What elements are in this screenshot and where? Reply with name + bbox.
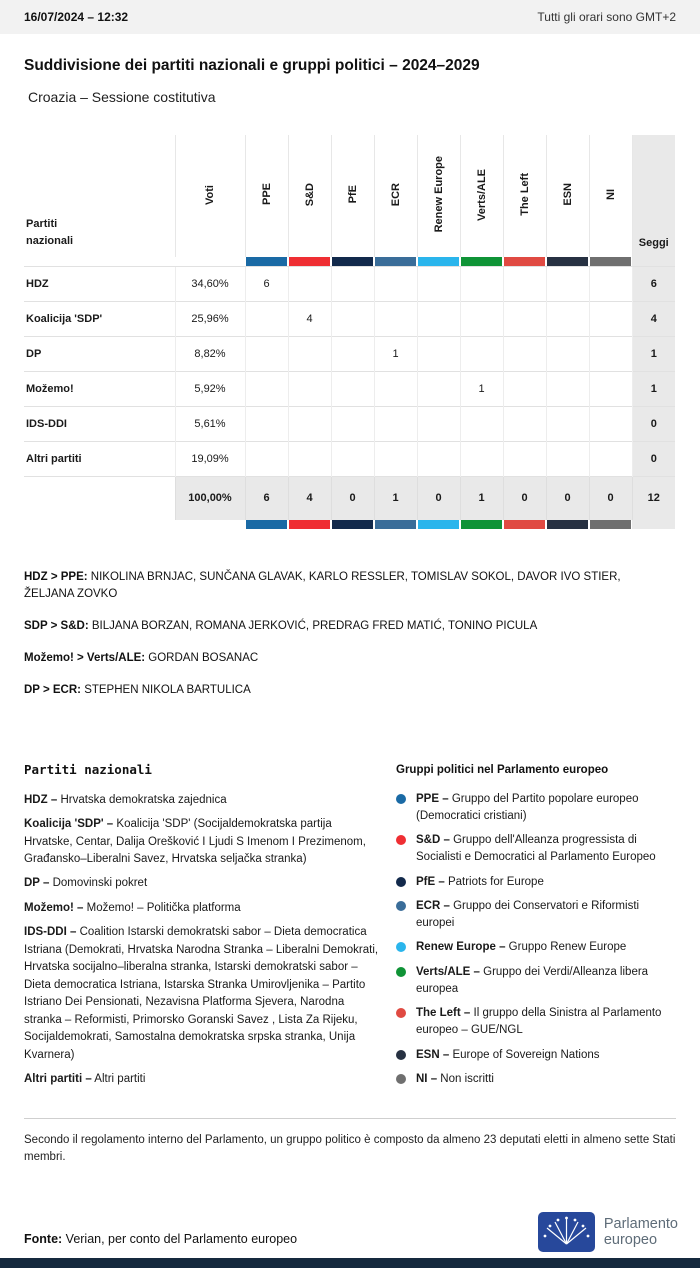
seats-ni bbox=[589, 372, 632, 407]
group-definition: PPE – Gruppo del Partito popolare europeo (Democratici cristiani) bbox=[396, 791, 676, 826]
mep-list-entry bbox=[24, 618, 669, 636]
seggi-value: 0 bbox=[632, 407, 675, 442]
party-definition: Koalicija 'SDP' – Koalicija 'SDP' (Socijaldemokratska partija Hrvatske, Centar, Dalija Orešković I Ljudi S Imenom I Prezimenom, Građansko–Liberalni Savez, Hrvatska seljačka stranka) bbox=[24, 818, 366, 865]
mep-list-label: Možemo! > Verts/ALE: bbox=[24, 651, 146, 664]
party-name: HDZ bbox=[24, 267, 175, 302]
timezone-note: Tutti gli orari sono GMT+2 bbox=[537, 10, 676, 24]
verts-color-bar bbox=[461, 520, 502, 529]
seats-ppe bbox=[245, 407, 288, 442]
verts-color-dot bbox=[396, 967, 406, 977]
renew-color-dot bbox=[396, 942, 406, 952]
political-groups-legend bbox=[396, 762, 676, 1096]
mep-list-label: HDZ > PPE: bbox=[24, 570, 88, 583]
seats-sd bbox=[288, 407, 331, 442]
votes-value: 25,96% bbox=[175, 302, 245, 337]
seats-pfe bbox=[331, 267, 374, 302]
column-header-party: Partiti nazionali bbox=[26, 218, 74, 247]
seats-ecr bbox=[374, 372, 417, 407]
source-line bbox=[24, 1232, 297, 1252]
table-row-altri bbox=[24, 442, 675, 477]
footer bbox=[24, 1212, 678, 1252]
sd-color-dot bbox=[396, 835, 406, 845]
total-seats-ecr: 1 bbox=[374, 477, 417, 520]
seats-left bbox=[503, 302, 546, 337]
party-definition: Altri partiti – Altri partiti bbox=[24, 1073, 146, 1086]
source-label: Fonte: bbox=[24, 1232, 63, 1246]
ecr-color-bar bbox=[375, 520, 416, 529]
party-name: DP bbox=[24, 337, 175, 372]
total-seats-sd: 4 bbox=[288, 477, 331, 520]
table-row-dp bbox=[24, 337, 675, 372]
seats-pfe bbox=[331, 337, 374, 372]
legend-section bbox=[24, 762, 676, 1096]
seats-esn bbox=[546, 302, 589, 337]
seats-ni bbox=[589, 337, 632, 372]
party-name: IDS-DDI bbox=[24, 407, 175, 442]
seats-verts bbox=[460, 267, 503, 302]
seats-ppe bbox=[245, 302, 288, 337]
group-definition: Verts/ALE – Gruppo dei Verdi/Alleanza libera europea bbox=[396, 964, 676, 999]
seats-ni bbox=[589, 442, 632, 477]
seggi-value: 1 bbox=[632, 337, 675, 372]
ni-color-dot bbox=[396, 1074, 406, 1084]
seats-ecr bbox=[374, 407, 417, 442]
left-color-dot bbox=[396, 1008, 406, 1018]
pfe-color-bar bbox=[332, 520, 373, 529]
party-definition: Možemo! – Možemo! – Politička platforma bbox=[24, 901, 241, 914]
total-seats-left: 0 bbox=[503, 477, 546, 520]
column-header-voti: Voti bbox=[175, 135, 245, 257]
seats-renew bbox=[417, 302, 460, 337]
column-header-renew: Renew Europe bbox=[417, 135, 460, 257]
esn-color-bar bbox=[547, 520, 588, 529]
seats-ppe bbox=[245, 372, 288, 407]
mep-lists bbox=[24, 569, 676, 700]
source-text: Verian, per conto del Parlamento europeo bbox=[65, 1232, 298, 1246]
mep-list-names: NIKOLINA BRNJAC, SUNČANA GLAVAK, KARLO RESSLER, TOMISLAV SOKOL, DAVOR IVO STIER, ŽELJANA ZOVKO bbox=[24, 570, 621, 601]
total-row bbox=[24, 477, 675, 520]
seats-ppe bbox=[245, 337, 288, 372]
results-table bbox=[24, 135, 675, 529]
pfe-color-bar bbox=[332, 257, 373, 266]
results-table-wrap bbox=[24, 135, 676, 529]
ni-color-bar bbox=[590, 257, 631, 266]
verts-color-bar bbox=[461, 257, 502, 266]
seats-ppe: 6 bbox=[245, 267, 288, 302]
seats-verts bbox=[460, 407, 503, 442]
seats-sd bbox=[288, 337, 331, 372]
datetime-label: 16/07/2024 – 12:32 bbox=[24, 10, 129, 24]
seats-pfe bbox=[331, 302, 374, 337]
national-parties-legend bbox=[24, 762, 382, 1096]
votes-value: 19,09% bbox=[175, 442, 245, 477]
mep-list-entry bbox=[24, 682, 669, 700]
party-name: Možemo! bbox=[24, 372, 175, 407]
column-header-esn: ESN bbox=[546, 135, 589, 257]
ep-logo-icon bbox=[538, 1212, 595, 1252]
group-color-bars-bottom bbox=[24, 520, 675, 529]
group-definition: PfE – Patriots for Europe bbox=[396, 874, 676, 891]
esn-color-dot bbox=[396, 1050, 406, 1060]
total-seats-ni: 0 bbox=[589, 477, 632, 520]
top-bar bbox=[0, 0, 700, 34]
column-header-verts: Verts/ALE bbox=[460, 135, 503, 257]
mep-list-names: BILJANA BORZAN, ROMANA JERKOVIĆ, PREDRAG FRED MATIĆ, TONINO PICULA bbox=[91, 620, 538, 633]
seats-ecr bbox=[374, 302, 417, 337]
group-definition: ECR – Gruppo dei Conservatori e Riformisti europei bbox=[396, 898, 676, 933]
party-name: Altri partiti bbox=[24, 442, 175, 477]
seats-verts bbox=[460, 442, 503, 477]
group-color-bars-top bbox=[24, 257, 675, 267]
seats-left bbox=[503, 372, 546, 407]
page-subtitle: Croazia – Sessione costitutiva bbox=[28, 89, 216, 105]
sd-color-bar bbox=[289, 257, 330, 266]
column-header-ppe: PPE bbox=[245, 135, 288, 257]
total-seats-renew: 0 bbox=[417, 477, 460, 520]
ecr-color-bar bbox=[375, 257, 416, 266]
seats-pfe bbox=[331, 442, 374, 477]
mep-list-entry bbox=[24, 569, 669, 605]
seats-esn bbox=[546, 442, 589, 477]
seats-esn bbox=[546, 407, 589, 442]
seats-pfe bbox=[331, 372, 374, 407]
ni-color-bar bbox=[590, 520, 631, 529]
seggi-value: 0 bbox=[632, 442, 675, 477]
group-definition: NI – Non iscritti bbox=[396, 1071, 676, 1088]
seats-sd: 4 bbox=[288, 302, 331, 337]
column-header-sd: S&D bbox=[288, 135, 331, 257]
seats-renew bbox=[417, 267, 460, 302]
mep-list-names: GORDAN BOSANAC bbox=[148, 651, 259, 664]
mep-list-label: SDP > S&D: bbox=[24, 620, 89, 633]
esn-color-bar bbox=[547, 257, 588, 266]
seats-verts: 1 bbox=[460, 372, 503, 407]
total-seats-pfe: 0 bbox=[331, 477, 374, 520]
ecr-color-dot bbox=[396, 901, 406, 911]
table-row-idsddi bbox=[24, 407, 675, 442]
seggi-value: 1 bbox=[632, 372, 675, 407]
seats-left bbox=[503, 267, 546, 302]
seats-verts bbox=[460, 302, 503, 337]
bottom-accent-bar bbox=[0, 1258, 700, 1268]
sd-color-bar bbox=[289, 520, 330, 529]
groups-legend-heading: Gruppi politici nel Parlamento europeo bbox=[396, 763, 609, 776]
votes-value: 8,82% bbox=[175, 337, 245, 372]
group-definition: The Left – Il gruppo della Sinistra al Parlamento europeo – GUE/NGL bbox=[396, 1005, 676, 1040]
votes-value: 5,61% bbox=[175, 407, 245, 442]
group-definition: S&D – Gruppo dell'Alleanza progressista di Socialisti e Democratici al Parlamento Europeo bbox=[396, 832, 676, 867]
seats-renew bbox=[417, 337, 460, 372]
group-definition: Renew Europe – Gruppo Renew Europe bbox=[396, 939, 676, 956]
pfe-color-dot bbox=[396, 877, 406, 887]
ppe-color-bar bbox=[246, 520, 287, 529]
seats-pfe bbox=[331, 407, 374, 442]
seats-ppe bbox=[245, 442, 288, 477]
seats-esn bbox=[546, 372, 589, 407]
ppe-color-dot bbox=[396, 794, 406, 804]
total-seggi: 12 bbox=[632, 477, 675, 520]
mep-list-entry bbox=[24, 650, 669, 668]
seats-renew bbox=[417, 407, 460, 442]
seats-renew bbox=[417, 442, 460, 477]
total-seats-esn: 0 bbox=[546, 477, 589, 520]
seats-verts bbox=[460, 337, 503, 372]
votes-value: 5,92% bbox=[175, 372, 245, 407]
seats-sd bbox=[288, 267, 331, 302]
seats-ni bbox=[589, 407, 632, 442]
total-seats-verts: 1 bbox=[460, 477, 503, 520]
european-parliament-logo bbox=[538, 1212, 678, 1252]
seats-renew bbox=[417, 372, 460, 407]
seats-left bbox=[503, 407, 546, 442]
seats-ni bbox=[589, 302, 632, 337]
divider bbox=[24, 1118, 676, 1119]
seats-ecr bbox=[374, 442, 417, 477]
table-header-row bbox=[24, 135, 675, 257]
column-header-seggi: Seggi bbox=[632, 135, 675, 257]
seats-esn bbox=[546, 267, 589, 302]
total-votes: 100,00% bbox=[175, 477, 245, 520]
seats-esn bbox=[546, 337, 589, 372]
seats-left bbox=[503, 337, 546, 372]
footnote: Secondo il regolamento interno del Parlamento, un gruppo politico è composto da almeno 23 deputati eletti in almeno sette Stati membri. bbox=[24, 1133, 676, 1163]
party-name: Koalicija 'SDP' bbox=[24, 302, 175, 337]
party-definition: HDZ – Hrvatska demokratska zajednica bbox=[24, 793, 227, 806]
parties-legend-heading: Partiti nazionali bbox=[24, 761, 152, 777]
votes-value: 34,60% bbox=[175, 267, 245, 302]
page-title: Suddivisione dei partiti nazionali e gruppi politici – 2024–2029 bbox=[24, 57, 480, 74]
seats-sd bbox=[288, 442, 331, 477]
seats-left bbox=[503, 442, 546, 477]
column-header-pfe: PfE bbox=[331, 135, 374, 257]
party-definition: IDS-DDI – Coalition Istarski demokratski sabor – Dieta democratica Istriana (Demokrati, Hrvatska Narodna Stranka – Liberalni Demokrati, Hrvatska socijalno–liberalna stranka, Istarski demokratski sabor – Dieta democratica Istriana, Istarska Stranka Umirovljenika – Partito Istriano Dei Pensionati, Nezavisna Platforma Sjevera, Narodna stranka – Reformisti, Primorsko Goranski Savez , Lista Za Rijeku, Socijaldemokrati, Samostalna demokratska srpska stranka, Unija Kvarnera) bbox=[24, 926, 379, 1061]
seats-sd bbox=[288, 372, 331, 407]
column-header-ni: NI bbox=[589, 135, 632, 257]
mep-list-label: DP > ECR: bbox=[24, 683, 81, 696]
mep-list-names: STEPHEN NIKOLA BARTULICA bbox=[84, 683, 251, 696]
ppe-color-bar bbox=[246, 257, 287, 266]
left-color-bar bbox=[504, 257, 545, 266]
party-definition: DP – Domovinski pokret bbox=[24, 877, 148, 890]
seats-ecr: 1 bbox=[374, 337, 417, 372]
ep-logo-wordmark: Parlamento europeo bbox=[603, 1215, 678, 1248]
seggi-value: 4 bbox=[632, 302, 675, 337]
table-row-mozemo bbox=[24, 372, 675, 407]
left-color-bar bbox=[504, 520, 545, 529]
total-seats-ppe: 6 bbox=[245, 477, 288, 520]
seggi-value: 6 bbox=[632, 267, 675, 302]
group-definition: ESN – Europe of Sovereign Nations bbox=[396, 1047, 676, 1064]
renew-color-bar bbox=[418, 520, 459, 529]
table-row-sdp bbox=[24, 302, 675, 337]
seats-ecr bbox=[374, 267, 417, 302]
column-header-left: The Left bbox=[503, 135, 546, 257]
renew-color-bar bbox=[418, 257, 459, 266]
seats-ni bbox=[589, 267, 632, 302]
table-row-hdz bbox=[24, 267, 675, 302]
column-header-ecr: ECR bbox=[374, 135, 417, 257]
